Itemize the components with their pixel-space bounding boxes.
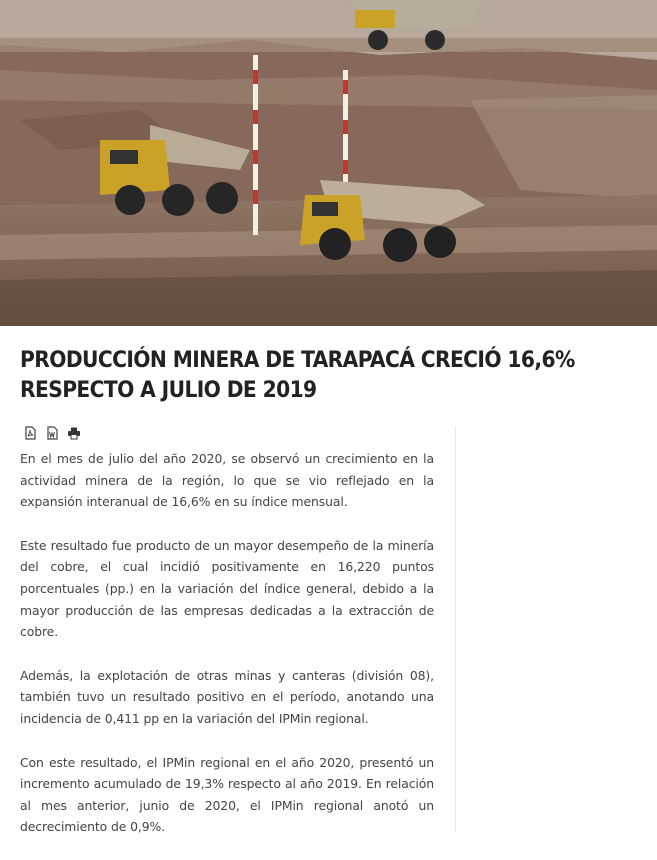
article-tools bbox=[23, 426, 434, 442]
hero-image bbox=[0, 0, 657, 326]
paragraph-3: Además, la explotación de otras minas y canteras (división 08), también tuvo un resultado positivo en el período, anotando una incidencia de 0,411 pp en la variación del IPMin regional. bbox=[20, 667, 434, 726]
pdf-icon[interactable] bbox=[23, 426, 37, 440]
paragraph-1: En el mes de julio del año 2020, se observó un crecimiento en la actividad minera de la región, lo que se vio reflejado en la expansión interanual de 16,6% en su índice mensual. bbox=[20, 451, 434, 510]
mining-trucks-photo bbox=[0, 0, 657, 326]
article-body bbox=[20, 426, 434, 860]
word-icon[interactable] bbox=[45, 426, 59, 440]
print-icon[interactable] bbox=[67, 426, 81, 440]
article-title: PRODUCCIÓN MINERA DE TARAPACÁ CRECIÓ 16,6% RESPECTO A JULIO DE 2019 bbox=[20, 347, 575, 403]
column-divider bbox=[455, 426, 456, 832]
paragraph-4: Con este resultado, el IPMin regional en el año 2020, presentó un incremento acumulado de 19,3% respecto al año 2019. En relación al mes anterior, junio de 2020, el IPMin regional anotó un decrecimiento de 0,9%. bbox=[20, 754, 434, 835]
paragraph-2: Este resultado fue producto de un mayor desempeño de la minería del cobre, el cual incidió positivamente en 16,220 puntos porcentuales (pp.) en la variación del índice general, debido a la mayor producción de las empresas dedicadas a la extracción de cobre. bbox=[20, 537, 434, 640]
